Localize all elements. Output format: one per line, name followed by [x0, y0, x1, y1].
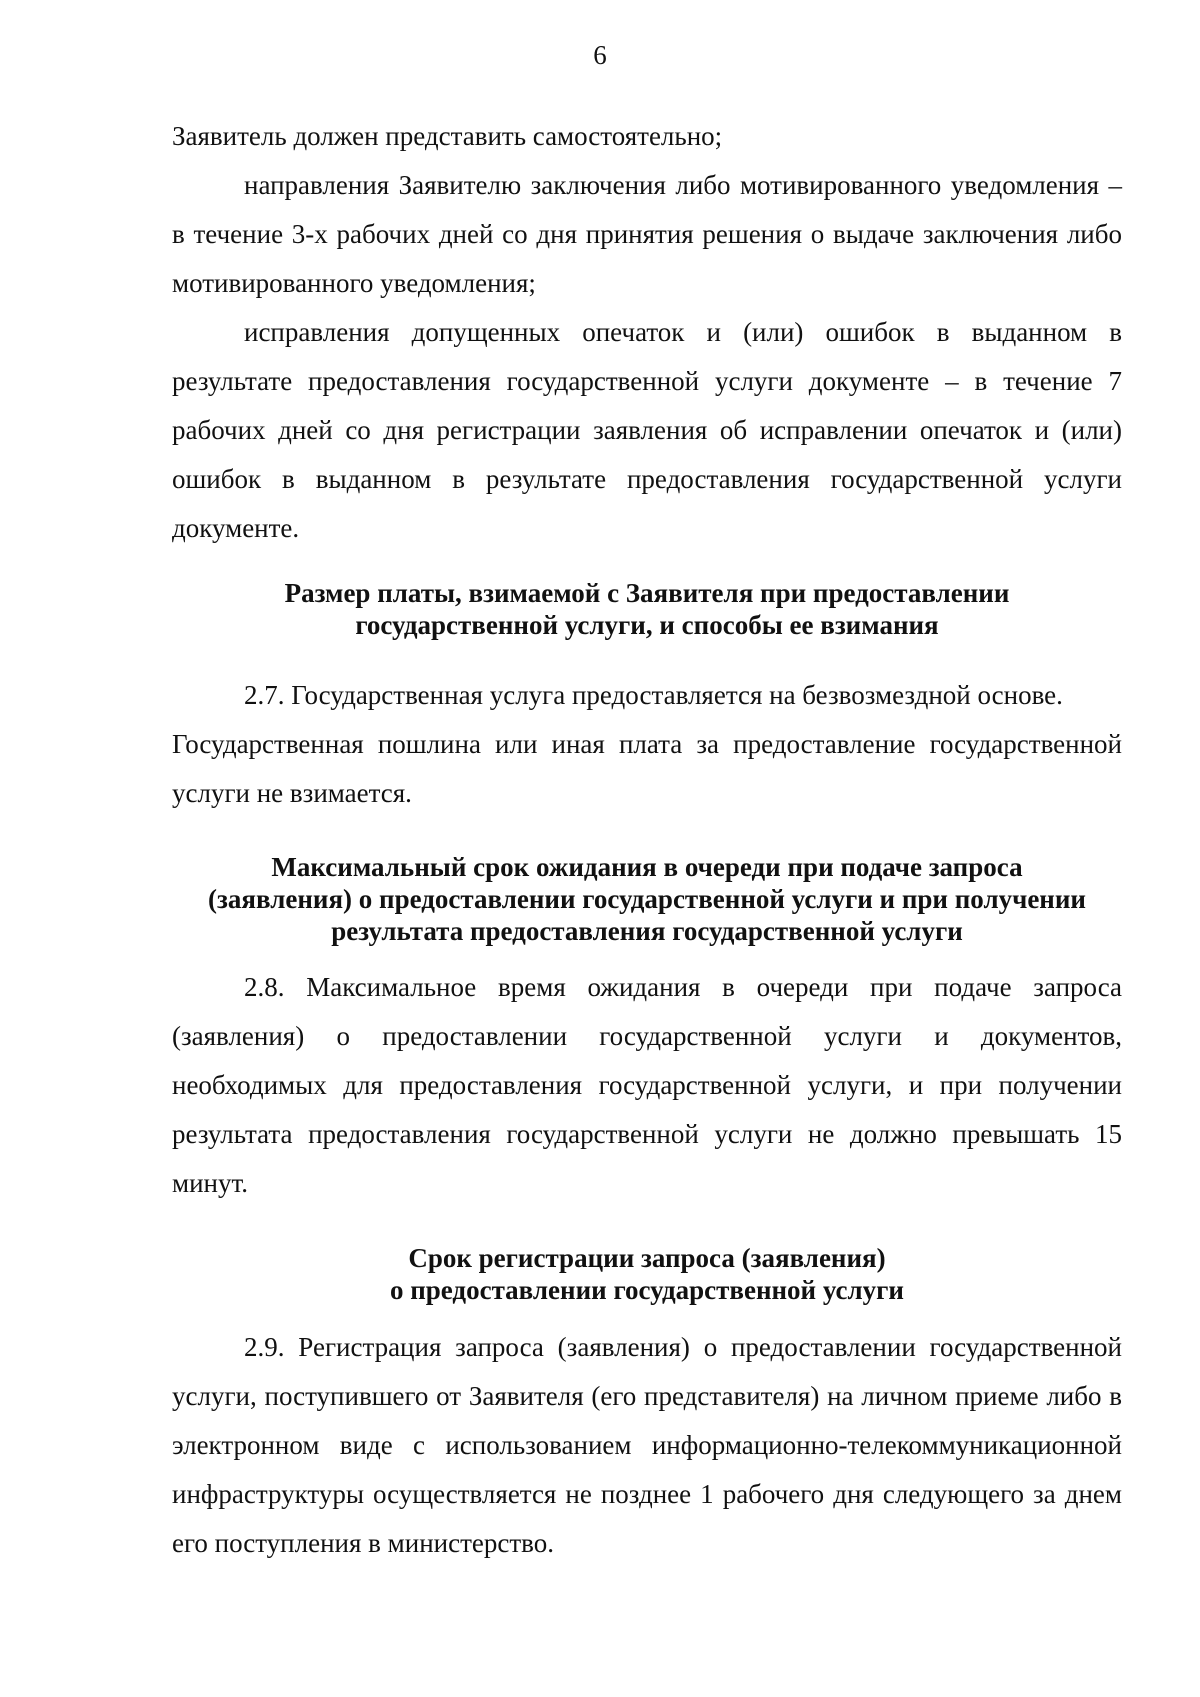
- paragraph-notification-deadline: направления Заявителю заключения либо мотивированного уведомления – в течение 3-х рабочих дней со дня принятия решения о выдаче заключения либо мотивированного уведомления;: [172, 170, 1122, 298]
- paragraph-fee-not-charged: Государственная пошлина или иная плата за предоставление государственной услуги не взимается.: [172, 729, 1122, 808]
- paragraph-continuation: Заявитель должен представить самостоятельно;: [172, 121, 723, 151]
- page-number: 6: [593, 40, 607, 70]
- paragraph-corrections-deadline: исправления допущенных опечаток и (или) ошибок в выданном в результате предоставления государственной услуги документе – в течение 7 рабочих дней со дня регистрации заявления об исправлении опечаток и (или) ошибок в выданном в результате предоставления государственной услуги документе.: [172, 317, 1122, 543]
- heading-line: о предоставлении государственной услуги: [389, 1275, 904, 1305]
- paragraph-2-7: 2.7. Государственная услуга предоставляется на безвозмездной основе.: [244, 680, 1063, 710]
- heading-line: результата предоставления государственной услуги: [331, 916, 963, 946]
- section-heading-fee: [172, 577, 1122, 641]
- heading-line: Срок регистрации запроса (заявления): [408, 1243, 886, 1273]
- heading-line: (заявления) о предоставлении государственной услуги и при получении: [208, 884, 1086, 914]
- heading-line: Максимальный срок ожидания в очереди при подаче запроса: [271, 852, 1023, 882]
- paragraph-2-9: 2.9. Регистрация запроса (заявления) о предоставлении государственной услуги, поступившего от Заявителя (его представителя) на личном приеме либо в электронном виде с использованием информационно-телекоммуникационной инфраструктуры осуществляется не позднее 1 рабочего дня следующего за днем его поступления в министерство.: [172, 1332, 1122, 1558]
- section-heading-registration: [172, 1242, 1122, 1306]
- section-heading-queue-time: [172, 851, 1122, 947]
- paragraph-2-8: 2.8. Максимальное время ожидания в очереди при подаче запроса (заявления) о предоставлении государственной услуги и документов, необходимых для предоставления государственной услуги, и при получении результата предоставления государственной услуги не должно превышать 15 минут.: [172, 972, 1122, 1198]
- document-body: [172, 112, 1122, 1568]
- heading-line: государственной услуги, и способы ее взимания: [355, 610, 939, 640]
- heading-line: Размер платы, взимаемой с Заявителя при предоставлении: [284, 578, 1010, 608]
